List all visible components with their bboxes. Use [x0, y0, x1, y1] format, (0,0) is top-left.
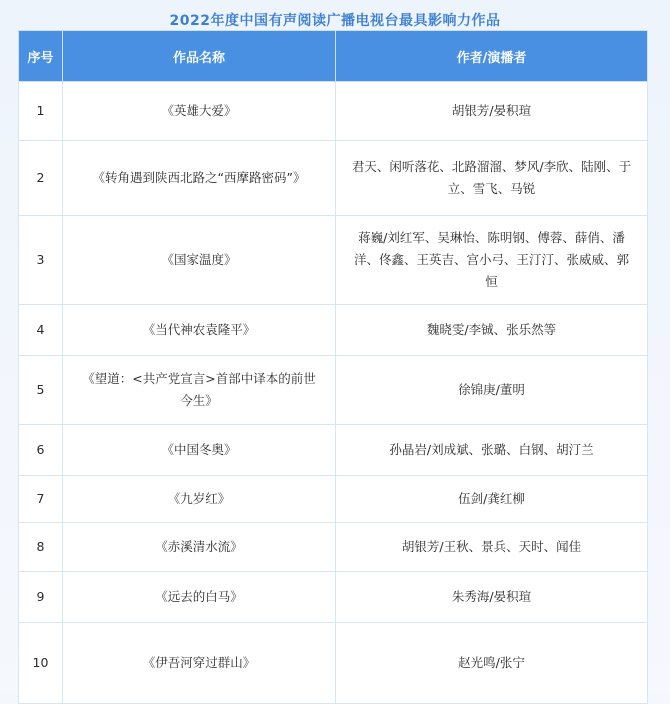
table-row [19, 425, 648, 476]
table-row [19, 141, 648, 216]
table-row [19, 82, 648, 141]
row-number: 10 [19, 623, 63, 704]
row-author-narrator: 君天、闲听落花、北路溜溜、梦风/李欣、陆刚、于立、雪飞、马锐 [336, 141, 648, 216]
row-work-title: 《转角遇到陕西北路之“西摩路密码”》 [63, 141, 336, 216]
row-author-narrator: 魏晓雯/李铖、张乐然等 [336, 305, 648, 356]
row-author-narrator: 蒋巍/刘红军、吴琳怡、陈明钢、傅蓉、薛俏、潘洋、佟鑫、王英吉、宫小弓、王汀汀、张威威、郭恒 [336, 216, 648, 305]
table-row [19, 476, 648, 523]
row-work-title: 《赤溪清水流》 [63, 523, 336, 572]
row-number: 5 [19, 356, 63, 425]
table-row [19, 305, 648, 356]
row-work-title: 《伊吾河穿过群山》 [63, 623, 336, 704]
header-author-narrator: 作者/演播者 [336, 31, 648, 82]
row-work-title: 《当代神农袁隆平》 [63, 305, 336, 356]
header-number: 序号 [19, 31, 63, 82]
row-number: 6 [19, 425, 63, 476]
row-author-narrator: 胡银芳/晏积瑄 [336, 82, 648, 141]
row-work-title: 《中国冬奥》 [63, 425, 336, 476]
row-number: 1 [19, 82, 63, 141]
row-number: 4 [19, 305, 63, 356]
row-number: 7 [19, 476, 63, 523]
row-number: 8 [19, 523, 63, 572]
row-work-title: 《九岁红》 [63, 476, 336, 523]
row-author-narrator: 徐锦庚/董明 [336, 356, 648, 425]
page-title: 2022年度中国有声阅读广播电视台最具影响力作品 [169, 13, 501, 29]
table-header-row [19, 31, 648, 82]
row-number: 9 [19, 572, 63, 623]
table-row [19, 623, 648, 704]
table-row [19, 356, 648, 425]
table-row [19, 216, 648, 305]
row-number: 2 [19, 141, 63, 216]
row-number: 3 [19, 216, 63, 305]
row-work-title: 《望道：<共产党宣言>首部中译本的前世今生》 [63, 356, 336, 425]
row-author-narrator: 孙晶岩/刘成斌、张璐、白钢、胡汀兰 [336, 425, 648, 476]
header-work-title: 作品名称 [63, 31, 336, 82]
row-work-title: 《英雄大爱》 [63, 82, 336, 141]
table-row [19, 523, 648, 572]
table-row [19, 572, 648, 623]
row-work-title: 《远去的白马》 [63, 572, 336, 623]
row-author-narrator: 胡银芳/王秋、景兵、天时、闻佳 [336, 523, 648, 572]
row-author-narrator: 朱秀海/晏积瑄 [336, 572, 648, 623]
row-author-narrator: 伍剑/龚红柳 [336, 476, 648, 523]
row-work-title: 《国家温度》 [63, 216, 336, 305]
row-author-narrator: 赵光鸣/张宁 [336, 623, 648, 704]
works-table [18, 30, 648, 704]
